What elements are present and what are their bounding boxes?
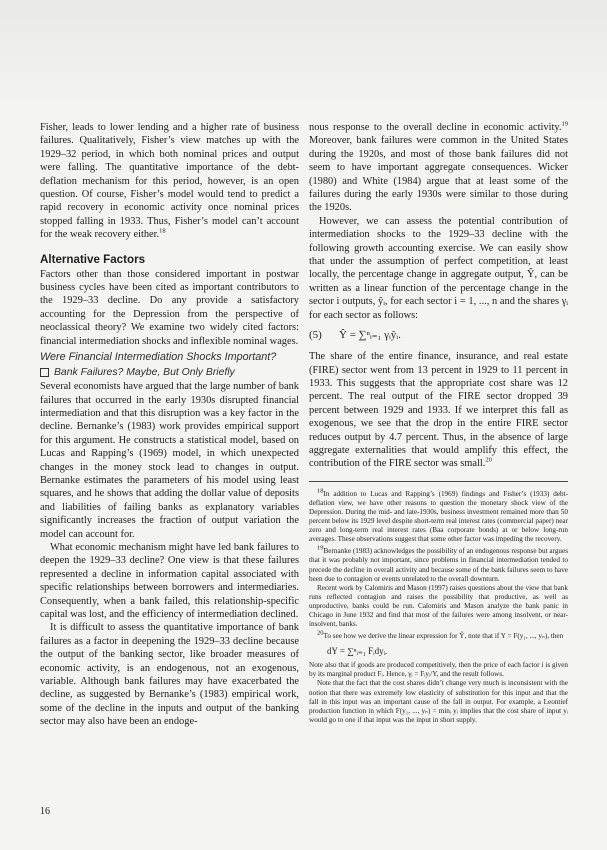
paragraph: However, we can assess the potential contribution of intermediation shocks to the 1929–33 decline with the following growth accounting exercise. We can easily show that under the assumption of perfect competition, at least locally, the percentage change in aggregate output, Ŷ, can be written as a linear function of the percentage change in the sector i outputs, ŷᵢ, for each sector i = 1, ..., n and the shares γᵢ for each sector as follows: [309,215,568,321]
footnote-paragraph: Note also that if goods are produced competitively, then the price of each factor i is given by its marginal product Fᵢ. Hence, γᵢ = Fᵢyᵢ/Y, and the result follows. [309,661,568,679]
page-number: 16 [40,806,50,817]
equation [309,328,568,342]
footnotes [309,487,568,725]
subsection-heading: Were Financial Intermediation Shocks Important? [40,351,277,364]
left-column [40,121,299,729]
page-top-shading [0,0,607,110]
footnote-ref[interactable]: 19 [561,120,568,128]
paragraph: What economic mechanism might have led bank failures to deepen the 1929–33 decline? One view is that these failures represented a decline in information capital associated with specific relationships between borrowers and intermediaries. Consequently, when a bank failed, this relationship-specific capital was lost, and the efficiency of intermediation declined. [40,541,299,620]
footnote-paragraph: Recent work by Calomiris and Mason (1997) raises questions about the view that bank runs reflected contagion and raises the possibility that productive, as well as unproductive, banks could be run. Calomiris and Mason analyze the bank panic in Chicago in June 1932 and find that most of the failures were among insolvent, or near-insolvent, banks. [309,583,568,629]
subsubsection-heading: Bank Failures? Maybe, But Only Briefly [40,366,299,379]
footnote-ref[interactable]: 20 [485,456,492,464]
equation-number: (5) [309,329,322,342]
footnote-equation: dY = ∑ⁿᵢ₌₁ Fᵢdyᵢ. [327,646,388,657]
right-column [309,121,568,725]
checkbox-square-icon [40,368,49,377]
paragraph: Several economists have argued that the large number of bank failures that occurred in the early 1930s disrupted financial intermediation and that this disruption was a key factor in the decline. Bernanke’s (1983) work provides empirical support for this argument. He constructs a statistical model, based on Lucas and Rapping’s (1969) model, in which unexpected changes in the money stock lead to changes in output. Bernanke estimates the parameters of his model using least squares, and he shows that adding the dollar value of deposits and liabilities of failing banks as explanatory variables significantly increases the fraction of output variation the model can account for. [40,381,299,540]
footnote: $^{19}$Bernanke (1983) acknowledges the possibility of an endogenous response but argues that it was probably not important, since problems in financial intermediation tended to precede the decline in overall activity and because some of the bank failures seem to have been due to contagion or events unrelated to the overall downturn. [309,544,568,583]
footnote-ref[interactable]: 18 [159,227,166,235]
paragraph: It is difficult to assess the quantitative importance of bank failures as a factor in deepening the 1929–33 decline because the output of the banking sector, like broader measures of economic activity, is an endogenous, not an exogenous, variable. Although bank failures may have exacerbated the decline, as suggested by Bernanke’s (1983) empirical work, some of the decline in the inputs and output of the banking sector may also have been an endoge- [40,622,299,728]
paragraph: Fisher, leads to lower lending and a higher rate of business failures. Qualitatively, Fisher’s view matches up with the 1929–32 period, in which both nominal prices and output were falling. The quantitative importance of the debt-deflation mechanism for this period, however, is an open question. Of course, Fisher’s model would tend to predict a rapid recovery in economic activity once nominal prices stopped falling in 1933. Thus, Fisher’s model can’t account for the weak recovery either.$^{18}$ [40,122,299,241]
section-heading: Alternative Factors [40,252,146,266]
paragraph: The share of the entire finance, insurance, and real estate (FIRE) sector went from 13 percent in 1929 to 11 percent in 1933. This suggests that the appropriate cost share was 12 percent. The real output of the FIRE sector dropped 39 percent between 1929 and 1933. If we interpret this fall as exogenous, we see that the drop in the entire FIRE sector reduces output by 4.7 percent. Thus, in the absence of large aggregate externalities that would amplify this effect, the contribution of the FIRE sector was small.$^{20}$ [309,351,568,470]
footnote-divider [309,481,568,482]
paragraph: Factors other than those considered important in postwar business cycles have been cited as important contributors to the 1929–33 decline. Do any provide a satisfactory accounting for the Depression from the perspective of neoclassical theory? We examine two widely cited factors: financial intermediation shocks and inflexible nominal wages. [40,268,299,347]
equation-body: Ŷ = ∑ⁿᵢ₌₁ γᵢŷᵢ. [339,329,401,342]
footnote: $^{18}$In addition to Lucas and Rapping’s (1969) findings and Fisher’s (1933) debt-deflation view, we have other reasons to question the monetary shock view of the Depression. During the mid- and late-1930s, business investment remained more than 50 percent below its 1929 level despite short-term real interest rates (commercial paper) near zero and long-term real interest rates (Baa corporate bonds) at or below long-run averages. These observations suggest that some other factor was impeding the recovery. [309,487,568,544]
footnote: $^{20}$To see how we derive the linear expression for Ŷ, note that if Y = F(y₁, ..., yₙ), then [317,629,564,641]
paragraph: nous response to the overall decline in economic activity.$^{19}$ Moreover, bank failures were common in the United States during the 1920s, and most of those bank failures did not seem to have important aggregate consequences. Wicker (1980) and White (1984) argue that at least some of the failures during the early 1930s were similar to those during the 1920s. [309,120,568,214]
footnote-paragraph: Note that the fact that the cost shares didn’t change very much is inconsistent with the notion that there was extremely low elasticity of substitution for this input and that the fall in this input was an important cause of the fall in output. For example, a Leontief production function in which F(y₁, ..., yₙ) = minᵢ yᵢ implies that the cost share of input yᵢ would go to one if that input was the input in short supply. [309,679,568,724]
